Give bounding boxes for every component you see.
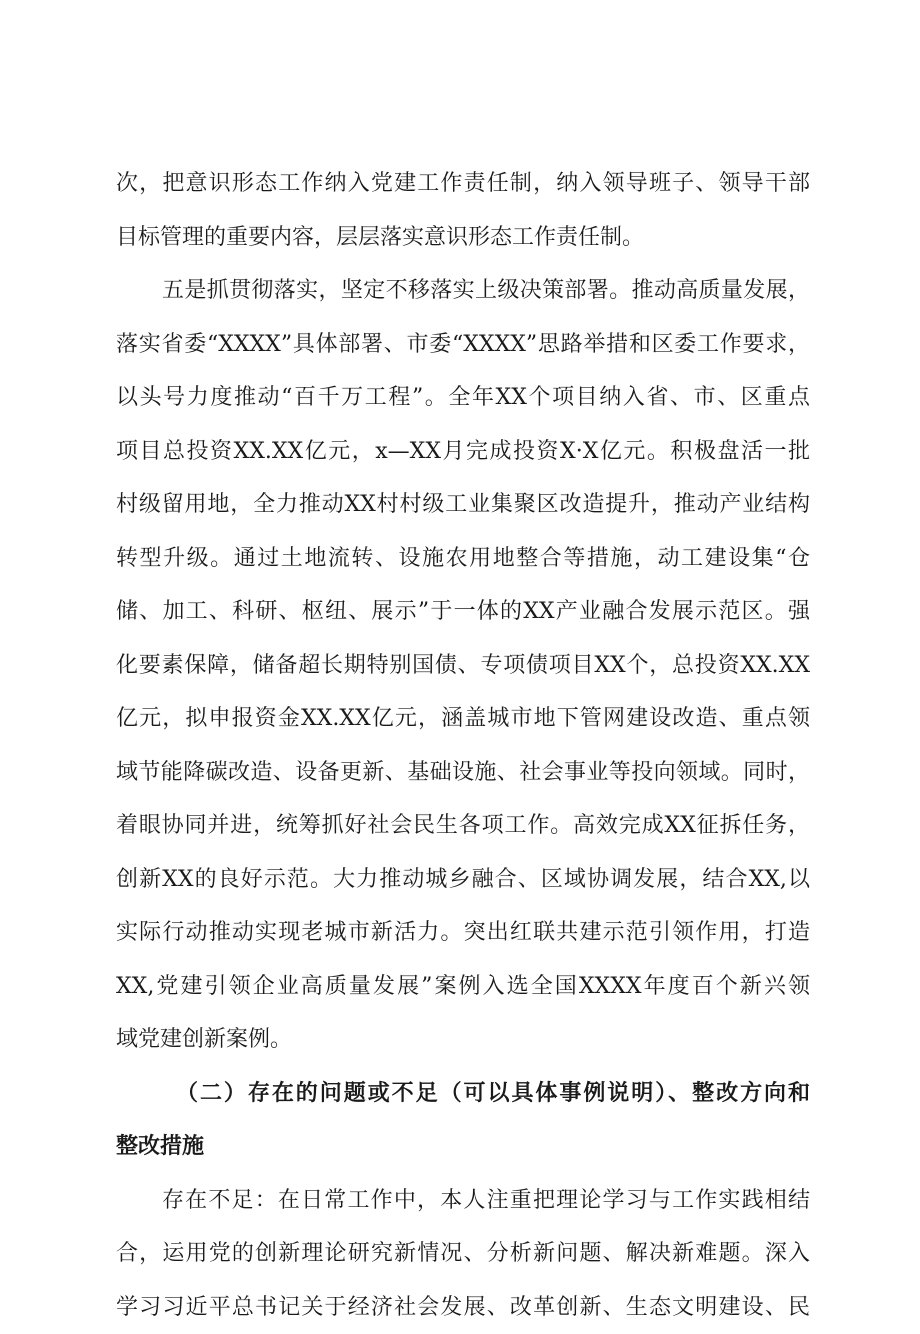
paragraph-line: 学习习近平总书记关于经济社会发展、改革创新、生态文明建设、民	[116, 1281, 810, 1334]
paragraph-line: 次，把意识形态工作纳入党建工作责任制，纳入领导班子、领导干部	[116, 157, 810, 211]
paragraph-line: 转型升级。通过土地流转、设施农用地整合等措施，动工建设集“仓	[116, 532, 810, 586]
paragraph-continuation	[116, 157, 810, 264]
paragraph-line: 五是抓贯彻落实，坚定不移落实上级决策部署。推动高质量发展，	[116, 264, 810, 318]
document-page	[116, 157, 810, 1334]
paragraph-line: 村级留用地，全力推动XX村村级工业集聚区改造提升，推动产业结构	[116, 478, 810, 532]
paragraph-line: 化要素保障，储备超长期特别国债、专项债项目XX个，总投资XX.XX	[116, 639, 810, 693]
heading-line: （二）存在的问题或不足（可以具体事例说明）、整改方向和	[116, 1067, 810, 1121]
paragraph-line: 项目总投资XX.XX亿元，x—XX月完成投资X·X亿元。积极盘活一批	[116, 425, 810, 479]
paragraph-line: 目标管理的重要内容，层层落实意识形态工作责任制。	[116, 211, 810, 265]
paragraph-shortcomings	[116, 1174, 810, 1334]
paragraph-line: 落实省委“XXXX”具体部署、市委“XXXX”思路举措和区委工作要求，	[116, 318, 810, 372]
paragraph-line: 着眼协同并进，统筹抓好社会民生各项工作。高效完成XX征拆任务，	[116, 799, 810, 853]
paragraph-line: XX,党建引领企业高质量发展”案例入选全国XXXX年度百个新兴领	[116, 960, 810, 1014]
paragraph-line: 亿元，拟申报资金XX.XX亿元，涵盖城市地下管网建设改造、重点领	[116, 692, 810, 746]
paragraph-line: 以头号力度推动“百千万工程”。全年XX个项目纳入省、市、区重点	[116, 371, 810, 425]
heading-line: 整改措施	[116, 1120, 810, 1174]
paragraph-line: 实际行动推动实现老城市新活力。突出红联共建示范引领作用，打造	[116, 906, 810, 960]
section-heading	[116, 1067, 810, 1174]
paragraph-line: 域节能降碳改造、设备更新、基础设施、社会事业等投向领域。同时，	[116, 746, 810, 800]
paragraph-line: 存在不足：在日常工作中，本人注重把理论学习与工作实践相结	[116, 1174, 810, 1228]
paragraph-implementation	[116, 264, 810, 1067]
paragraph-line: 域党建创新案例。	[116, 1013, 810, 1067]
paragraph-line: 创新XX的良好示范。大力推动城乡融合、区域协调发展，结合XX,以	[116, 853, 810, 907]
paragraph-line: 合，运用党的创新理论研究新情况、分析新问题、解决新难题。深入	[116, 1227, 810, 1281]
paragraph-line: 储、加工、科研、枢纽、展示”于一体的XX产业融合发展示范区。强	[116, 585, 810, 639]
